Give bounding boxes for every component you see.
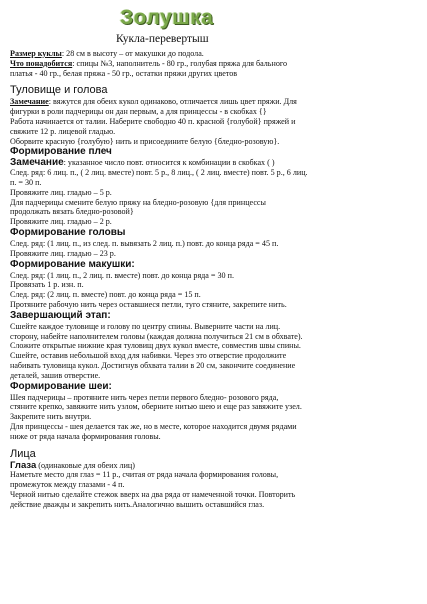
section-neck-title: Формирование шеи: (10, 380, 112, 392)
eyes-line: промежуток между глазами - 4 п. (10, 480, 125, 490)
shoulders-line: Для падчерицы смените белую пряжу на бледно-розовую {для принцессы (10, 197, 266, 207)
section-faces-title: Лица (10, 447, 36, 460)
finishing-line: деталей, зашив отверстие. (10, 370, 101, 380)
eyes-line: Наметьте место для глаз = 11 р., считая от ряда начала формирования головы, (10, 470, 279, 480)
shoulders-line: продолжать вязать бледно-розовой} (10, 207, 134, 217)
neck-line: Закрепите нить внутри. (10, 412, 92, 422)
finishing-line: сторону, набейте наполнителем головы (каждая должна получиться 21 см в обхвате). (10, 331, 303, 341)
materials-line (10, 59, 419, 69)
page-subtitle: Кукла-перевертыш (116, 33, 209, 45)
shoulders-note-label: Замечание (10, 157, 64, 169)
size-label: Размер куклы (10, 49, 62, 58)
eyes-label: Глаза (10, 459, 37, 471)
neck-line: Шея падчерицы – протяните нить через петли первого бледно- розового ряда, (10, 392, 279, 402)
section-head-shaping-title: Формирование головы (10, 226, 126, 238)
crown-line: Протяните рабочую нить через оставшиеся петли, туго стяните, закрепите нить. (10, 299, 287, 309)
crown-line: След. ряд: (2 лиц. п. вместе) повт. до конца ряда = 15 п. (10, 290, 201, 300)
eyes-line: Черной нитью сделайте стежок вверх на два ряда от намеченной точки. Повторить (10, 489, 296, 499)
shoulders-note-text: : указанное число повт. относится к комбинации в скобках ( ) (63, 158, 275, 168)
finishing-line: набивать туловища кукол. Достигнув обхвата талии в 20 см, закончите соединение (10, 360, 296, 370)
eyes-note: (одинаковые для обеих лиц) (36, 460, 135, 470)
shoulders-line: п. = 30 п. (10, 177, 42, 187)
section-crown-title: Формирование макушки: (10, 258, 135, 270)
torso-line: свяжите 12 р. лицевой гладью. (10, 126, 116, 136)
eyes-subtitle (10, 461, 419, 471)
crown-line: След. ряд: (1 лиц. п., 2 лиц. п. вместе) повт. до конца ряда = 30 п. (10, 270, 234, 280)
torso-note-label: Замечание (10, 97, 49, 107)
neck-line: стяните крепко, завяжите нить узлом, оберните нитью шею и еще раз завяжите узел. (10, 402, 302, 412)
shoulders-note (10, 158, 419, 168)
materials-line-2: платья - 40 гр., белая пряжа - 50 гр., остатки пряжи других цветов (10, 68, 238, 78)
shoulders-line: След. ряд: 6 лиц. п., ( 2 лиц. вместе) повт. 5 р., 8 лиц., ( 2 лиц. вместе) повт. 5 р., 6 лиц. (10, 168, 308, 178)
page-title: Золушка (120, 6, 214, 29)
torso-note (10, 97, 419, 107)
shoulders-line: Провяжите лиц. гладью – 2 р. (10, 217, 112, 227)
finishing-line: Сложите открытые нижние края туловищ двух кукол вместе, совместив швы спины. (10, 341, 301, 351)
head-line: Провяжите лиц. гладью – 23 р. (10, 248, 116, 258)
finishing-line: Сшейте, оставив небольшой вход для набивки. Через это отверстие продолжите (10, 351, 287, 361)
materials-value: : спицы №3, наполнитель - 80 гр., голубая пряжа для бального (72, 58, 288, 68)
crown-line: Провязать 1 р. изн. п. (10, 280, 84, 290)
torso-line: Оборвите красную {голубую} нить и присоедините белую {бледно-розовую}. (10, 136, 280, 146)
section-shoulders-title: Формирование плеч (10, 146, 112, 158)
torso-line: Работа начинается от талии. Наберите свободно 40 п. красной {голубой} пряжей и (10, 116, 296, 126)
torso-line: фигурки в роли падчерицы он дан первым, а для принцессы - в скобках {} (10, 107, 267, 117)
torso-note-text: : вяжутся для обеих кукол одинаково, отличается лишь цвет пряжи. Для (48, 97, 297, 107)
head-line: След. ряд: (1 лиц. п., из след. п. вывязать 2 лиц. п.) повт. до конца ряда = 45 п. (10, 238, 279, 248)
neck-line: Для принцессы - шея делается так же, но в месте, которое находится двумя рядами (10, 421, 297, 431)
section-torso-head-title: Туловище и голова (10, 84, 108, 97)
size-value: : 28 см в высоту – от макушки до подола. (61, 49, 204, 58)
finishing-line: Сшейте каждое туловище и голову по центру спины. Выверните части на лиц. (10, 321, 281, 331)
shoulders-line: Провяжите лиц. гладью – 5 р. (10, 187, 112, 197)
materials-label: Что понадобится (10, 58, 73, 68)
section-finishing-title: Завершающий этап: (10, 309, 111, 321)
eyes-line: действие дважды и закрепить нить.Аналогично вышить оставшийся глаз. (10, 499, 265, 509)
doll-size-line (10, 49, 419, 59)
neck-line: ниже от ряда начала формирования головы. (10, 431, 161, 441)
